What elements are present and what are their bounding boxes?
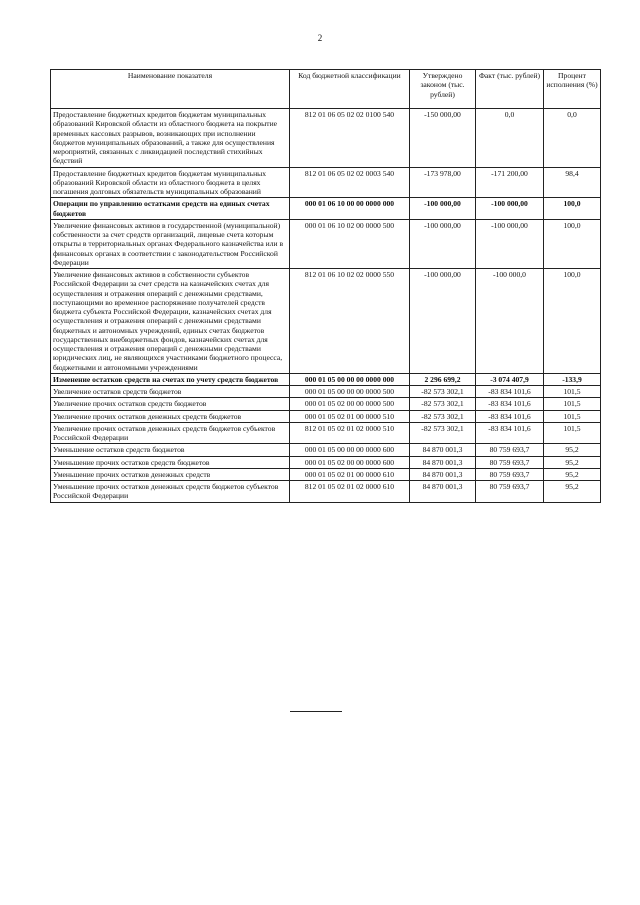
header-code: Код бюджетной классификации [290, 70, 410, 109]
cell-approved: 84 870 001,3 [410, 444, 476, 456]
cell-name: Увеличение прочих остатков денежных средств бюджетов субъектов Российской Федерации [51, 422, 290, 444]
budget-sources-table [50, 69, 601, 503]
cell-name: Изменение остатков средств на счетах по учету средств бюджетов [51, 373, 290, 385]
cell-fact: -3 074 407,9 [476, 373, 544, 385]
cell-code: 000 01 05 00 00 00 0000 600 [290, 444, 410, 456]
cell-code: 000 01 06 10 02 00 0000 500 [290, 219, 410, 268]
cell-name: Увеличение прочих остатков средств бюджетов [51, 398, 290, 410]
cell-code: 812 01 06 10 02 02 0000 550 [290, 269, 410, 374]
cell-code: 812 01 06 05 02 02 0100 540 [290, 109, 410, 168]
table-header-row [51, 70, 601, 109]
cell-code: 812 01 05 02 01 02 0000 510 [290, 422, 410, 444]
cell-fact: -83 834 101,6 [476, 398, 544, 410]
cell-percent: 98,4 [544, 167, 601, 198]
table-row [51, 444, 601, 456]
cell-approved: -100 000,00 [410, 219, 476, 268]
cell-name: Уменьшение прочих остатков денежных средств бюджетов субъектов Российской Федерации [51, 481, 290, 503]
table-row [51, 373, 601, 385]
page-number: 2 [317, 33, 323, 43]
table-row [51, 410, 601, 422]
table-row [51, 456, 601, 468]
cell-name: Увеличение остатков средств бюджетов [51, 386, 290, 398]
cell-percent: 95,2 [544, 468, 601, 480]
cell-name: Предоставление бюджетных кредитов бюджетам муниципальных образований Кировской области из областного бюджета на покрытие временных кассовых разрывов, возникающих при исполнении бюджетов муниципальных образований, а также для осуществления мероприятий, связанных с ликвидацией последствий стихийных бедствий [51, 109, 290, 168]
table-row [51, 198, 601, 220]
cell-code: 812 01 06 05 02 02 0003 540 [290, 167, 410, 198]
cell-fact: 80 759 693,7 [476, 481, 544, 503]
cell-code: 000 01 05 00 00 00 0000 500 [290, 386, 410, 398]
table-row [51, 386, 601, 398]
table-row [51, 422, 601, 444]
cell-percent: 95,2 [544, 456, 601, 468]
header-approved: Утверждено законом (тыс. рублей) [410, 70, 476, 109]
cell-approved: 84 870 001,3 [410, 481, 476, 503]
cell-code: 000 01 06 10 00 00 0000 000 [290, 198, 410, 220]
cell-fact: -83 834 101,6 [476, 386, 544, 398]
cell-fact: -83 834 101,6 [476, 422, 544, 444]
table-body [51, 109, 601, 503]
header-fact: Факт (тыс. рублей) [476, 70, 544, 109]
cell-percent: 100,0 [544, 219, 601, 268]
cell-name: Увеличение финансовых активов в государственной (муниципальной) собственности за счет средств организаций, лицевые счета которым открыты в территориальных органах Федерального казначейства или в финансовых органах в соответствии с законодательством Российской Федерации [51, 219, 290, 268]
cell-percent: 100,0 [544, 269, 601, 374]
cell-percent: 101,5 [544, 398, 601, 410]
cell-approved: -82 573 302,1 [410, 410, 476, 422]
cell-approved: -150 000,00 [410, 109, 476, 168]
cell-approved: -173 978,00 [410, 167, 476, 198]
cell-fact: -100 000,0 [476, 269, 544, 374]
cell-name: Увеличение прочих остатков денежных средств бюджетов [51, 410, 290, 422]
cell-percent: 100,0 [544, 198, 601, 220]
header-percent: Процент исполнения (%) [544, 70, 601, 109]
table-row [51, 398, 601, 410]
cell-percent: 101,5 [544, 410, 601, 422]
table-row [51, 468, 601, 480]
cell-percent: 95,2 [544, 444, 601, 456]
cell-code: 000 01 05 00 00 00 0000 000 [290, 373, 410, 385]
cell-fact: 80 759 693,7 [476, 444, 544, 456]
cell-approved: 84 870 001,3 [410, 456, 476, 468]
cell-name: Предоставление бюджетных кредитов бюджетам муниципальных образований Кировской области из областного бюджета в целях погашения долговых обязательств муниципальных образований [51, 167, 290, 198]
table-row [51, 269, 601, 374]
cell-approved: 84 870 001,3 [410, 468, 476, 480]
cell-percent: 101,5 [544, 386, 601, 398]
table-row [51, 481, 601, 503]
cell-percent: 0,0 [544, 109, 601, 168]
cell-approved: -82 573 302,1 [410, 386, 476, 398]
cell-fact: 0,0 [476, 109, 544, 168]
cell-approved: -100 000,00 [410, 198, 476, 220]
cell-name: Операции по управлению остатками средств на единых счетах бюджетов [51, 198, 290, 220]
cell-fact: 80 759 693,7 [476, 468, 544, 480]
cell-name: Уменьшение остатков средств бюджетов [51, 444, 290, 456]
table-row [51, 109, 601, 168]
cell-fact: -100 000,00 [476, 198, 544, 220]
cell-code: 812 01 05 02 01 02 0000 610 [290, 481, 410, 503]
cell-fact: 80 759 693,7 [476, 456, 544, 468]
table-row [51, 167, 601, 198]
cell-code: 000 01 05 02 01 00 0000 610 [290, 468, 410, 480]
cell-approved: 2 296 699,2 [410, 373, 476, 385]
cell-percent: -133,9 [544, 373, 601, 385]
cell-name: Уменьшение прочих остатков денежных средств [51, 468, 290, 480]
cell-approved: -82 573 302,1 [410, 398, 476, 410]
header-name: Наименование показателя [51, 70, 290, 109]
table-row [51, 219, 601, 268]
end-divider-line [290, 711, 342, 712]
cell-approved: -100 000,00 [410, 269, 476, 374]
cell-approved: -82 573 302,1 [410, 422, 476, 444]
cell-name: Увеличение финансовых активов в собственности субъектов Российской Федерации за счет средств на казначейских счетах для осуществления и отражения операций с денежными средствами, поступающими во временное распоряжение получателей средств бюджета субъекта Российской Федерации, казначейских счетах для осуществления и отражения операций с денежными средствами бюджетных и автономных учреждений, единых счетах бюджетов государственных внебюджетных фондов, казначейских счетах для осуществления и отражения операций с денежными средствами юридических лиц, не являющихся участниками бюджетного процесса, бюджетными и автономными учреждениями [51, 269, 290, 374]
cell-name: Уменьшение прочих остатков средств бюджетов [51, 456, 290, 468]
cell-percent: 101,5 [544, 422, 601, 444]
cell-fact: -83 834 101,6 [476, 410, 544, 422]
cell-code: 000 01 05 02 01 00 0000 510 [290, 410, 410, 422]
cell-fact: -171 200,00 [476, 167, 544, 198]
cell-code: 000 01 05 02 00 00 0000 500 [290, 398, 410, 410]
cell-fact: -100 000,00 [476, 219, 544, 268]
cell-code: 000 01 05 02 00 00 0000 600 [290, 456, 410, 468]
cell-percent: 95,2 [544, 481, 601, 503]
